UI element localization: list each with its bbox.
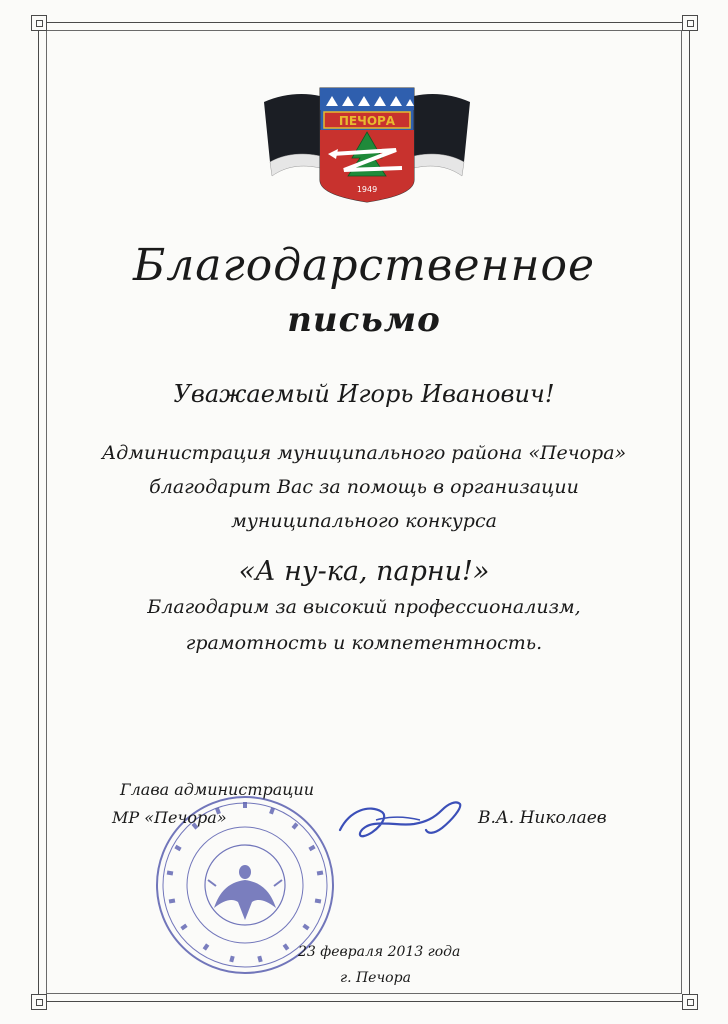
contest-name: «А ну-ка, парни!» — [238, 556, 490, 587]
closing-line: грамотность и компетентность. — [185, 632, 543, 654]
body-line: Администрация муниципального района «Печора» — [101, 442, 627, 464]
letter-title: Благодарственное — [132, 240, 596, 291]
signer-position: Глава администрации — [120, 780, 315, 799]
frame-corner — [682, 15, 698, 31]
frame-corner — [682, 994, 698, 1010]
letter-city: г. Печора — [340, 970, 411, 986]
body-line: муниципального конкурса — [231, 510, 497, 532]
frame-corner — [31, 15, 47, 31]
closing-line: Благодарим за высокий профессионализм, — [147, 596, 581, 618]
svg-text:ПЕЧОРА: ПЕЧОРА — [338, 114, 396, 128]
signer-name: В.А. Николаев — [478, 808, 607, 828]
letter-title-second-line: письмо — [287, 300, 441, 340]
frame-corner — [31, 994, 47, 1010]
signer-organization: МР «Печора» — [112, 808, 227, 827]
greeting: Уважаемый Игорь Иванович! — [173, 380, 555, 408]
letter-date: 23 февраля 2013 года — [298, 944, 461, 960]
body-line: благодарит Вас за помощь в организации — [149, 476, 579, 498]
handwritten-signature-icon — [330, 790, 470, 850]
svg-text:1949: 1949 — [356, 185, 378, 194]
pechora-emblem-icon — [262, 84, 472, 204]
